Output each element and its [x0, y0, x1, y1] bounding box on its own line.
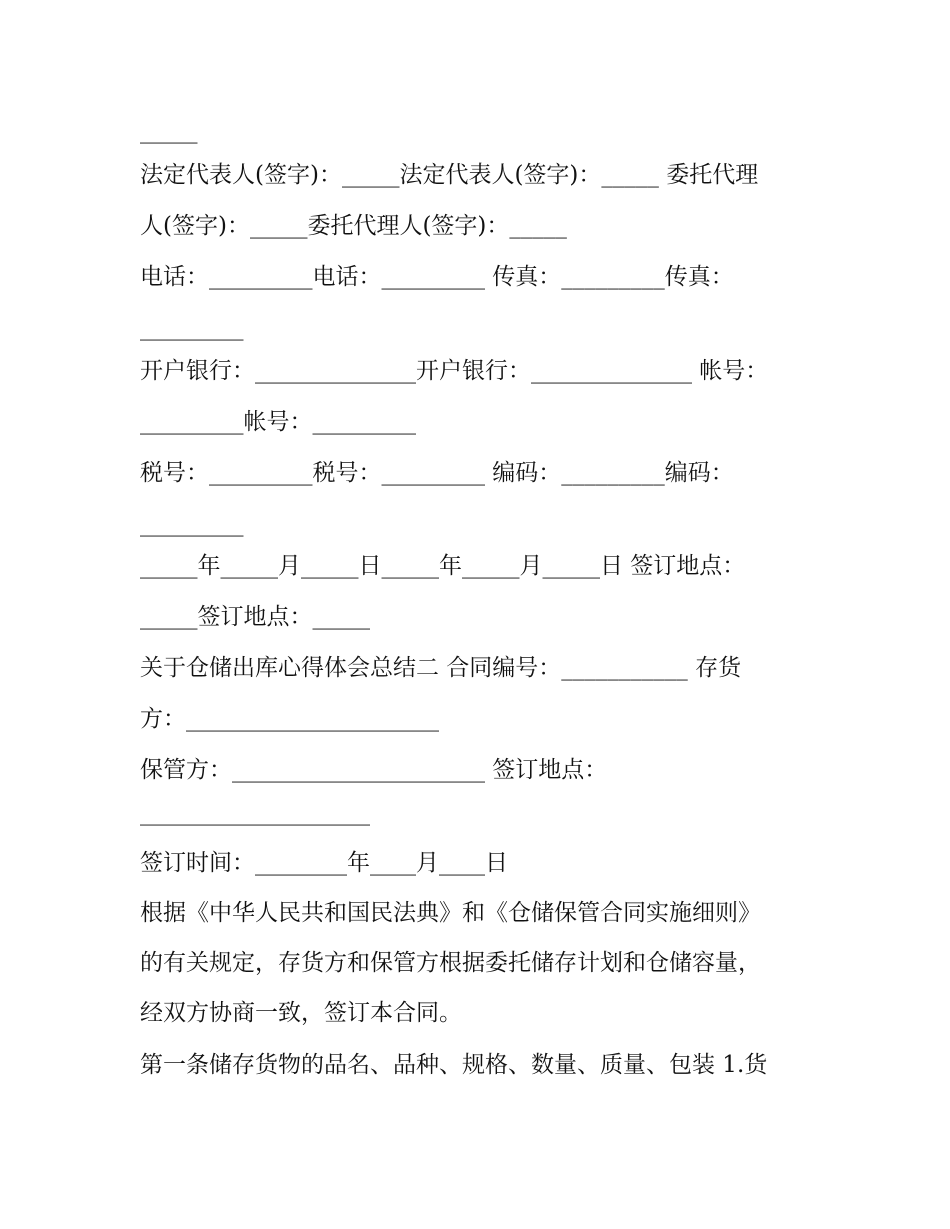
text-line: 法定代表人(签字)：_____法定代表人(签字)：_____ 委托代理: [140, 162, 759, 188]
text-line: 经双方协商一致，签订本合同。: [140, 1000, 462, 1026]
text-line: _____: [140, 118, 198, 144]
text-line: 电话：_________电话：_________ 传真：_________传真：: [140, 264, 734, 290]
text-line: _____年_____月_____日_____年_____月_____日 签订地点：: [140, 553, 746, 579]
text-line: 根据《中华人民共和国民法典》和《仓储保管合同实施细则》: [140, 900, 761, 926]
text-line: 方：______________________: [140, 706, 439, 732]
text-line: _________帐号：_________: [140, 409, 416, 435]
text-line: 开户银行：______________开户银行：______________ 帐号：: [140, 358, 769, 384]
text-line: ____________________: [140, 800, 370, 826]
text-line: 第一条储存货物的品名、品种、规格、数量、质量、包装 1.货: [140, 1052, 768, 1078]
text-line: 关于仓储出库心得体会总结二 合同编号：___________ 存货: [140, 655, 742, 681]
text-line: 保管方：______________________ 签订地点：: [140, 757, 608, 783]
text-line: 税号：_________税号：_________ 编码：_________编码：: [140, 460, 734, 486]
text-line: _________: [140, 315, 244, 341]
text-line: _________: [140, 511, 244, 537]
text-line: 签订时间：________年____月____日: [140, 850, 508, 876]
text-line: 人(签字)：_____委托代理人(签字)：_____: [140, 213, 567, 239]
text-line: _____签订地点：_____: [140, 604, 370, 630]
text-line: 的有关规定，存货方和保管方根据委托储存计划和仓储容量，: [140, 950, 761, 976]
